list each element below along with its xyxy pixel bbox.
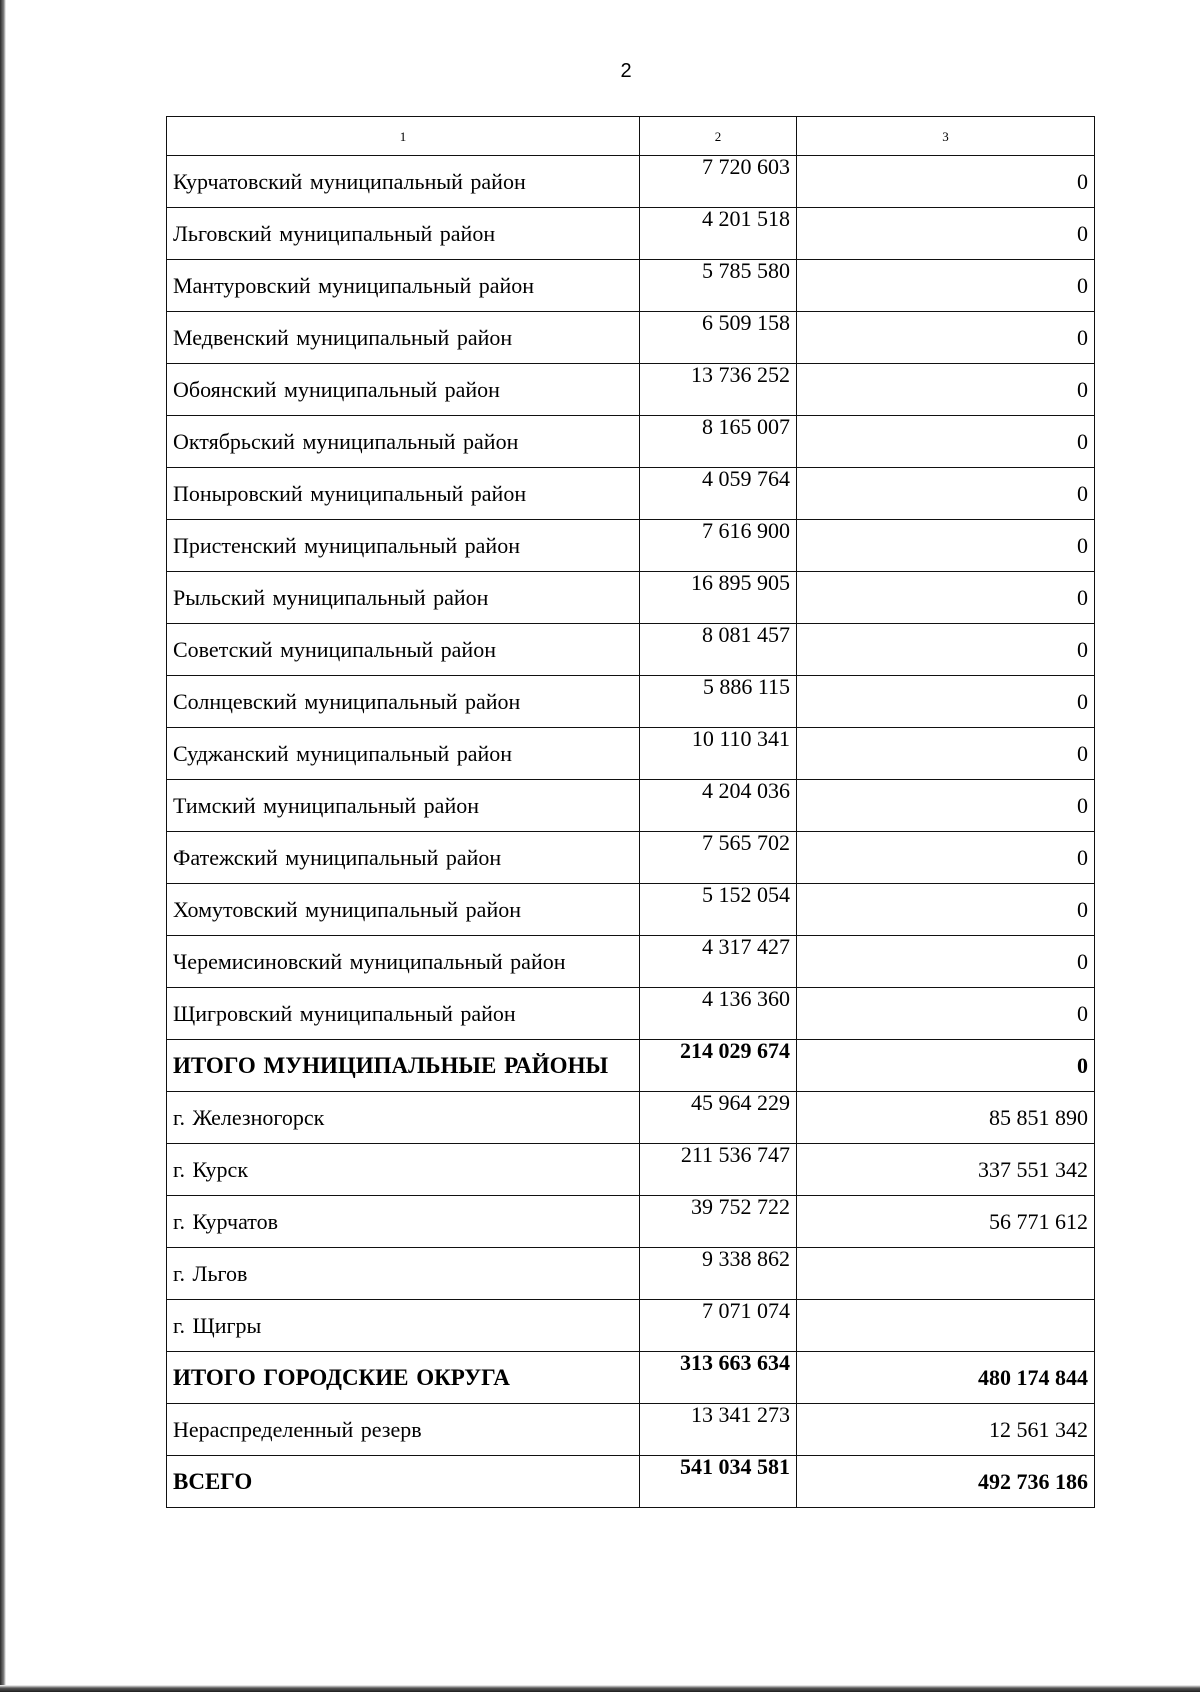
row-value-col2: 4 317 427 xyxy=(640,936,797,988)
row-name: г. Льгов xyxy=(167,1248,640,1300)
row-name: Щигровский муниципальный район xyxy=(167,988,640,1040)
row-value-col3: 0 xyxy=(797,936,1095,988)
row-value-col2: 5 785 580 xyxy=(640,260,797,312)
row-name: Пристенский муниципальный район xyxy=(167,520,640,572)
table-row xyxy=(167,364,1095,416)
table-row xyxy=(167,156,1095,208)
row-value-col2: 8 165 007 xyxy=(640,416,797,468)
table-row xyxy=(167,260,1095,312)
row-value-col2: 13 341 273 xyxy=(640,1404,797,1456)
row-value-col3: 0 xyxy=(797,988,1095,1040)
row-value-col3: 0 xyxy=(797,780,1095,832)
row-name: Фатежский муниципальный район xyxy=(167,832,640,884)
row-value-col2: 7 616 900 xyxy=(640,520,797,572)
row-value-col3: 0 xyxy=(797,468,1095,520)
row-name: г. Щигры xyxy=(167,1300,640,1352)
table-row xyxy=(167,1404,1095,1456)
table-row xyxy=(167,676,1095,728)
row-value-col2: 39 752 722 xyxy=(640,1196,797,1248)
table-row xyxy=(167,832,1095,884)
row-value-col2: 541 034 581 xyxy=(640,1456,797,1508)
table-row xyxy=(167,624,1095,676)
row-value-col3: 0 xyxy=(797,624,1095,676)
row-value-col3: 480 174 844 xyxy=(797,1352,1095,1404)
table-row xyxy=(167,416,1095,468)
row-value-col2: 5 886 115 xyxy=(640,676,797,728)
row-name: Поныровский муниципальный район xyxy=(167,468,640,520)
row-value-col2: 7 565 702 xyxy=(640,832,797,884)
row-name: ВСЕГО xyxy=(167,1456,640,1508)
row-value-col3: 0 xyxy=(797,884,1095,936)
scan-edge-bottom xyxy=(0,1685,1200,1692)
row-value-col3: 0 xyxy=(797,1040,1095,1092)
row-value-col2: 6 509 158 xyxy=(640,312,797,364)
table-row xyxy=(167,780,1095,832)
row-value-col3: 492 736 186 xyxy=(797,1456,1095,1508)
row-value-col2: 4 201 518 xyxy=(640,208,797,260)
row-value-col2: 13 736 252 xyxy=(640,364,797,416)
row-value-col2: 8 081 457 xyxy=(640,624,797,676)
table-row xyxy=(167,468,1095,520)
row-value-col3: 0 xyxy=(797,312,1095,364)
column-header-3: 3 xyxy=(797,117,1095,156)
row-name: Солнцевский муниципальный район xyxy=(167,676,640,728)
row-name: ИТОГО МУНИЦИПАЛЬНЫЕ РАЙОНЫ xyxy=(167,1040,640,1092)
table-total-row xyxy=(167,1040,1095,1092)
row-name: Курчатовский муниципальный район xyxy=(167,156,640,208)
row-name: Медвенский муниципальный район xyxy=(167,312,640,364)
row-name: Советский муниципальный район xyxy=(167,624,640,676)
row-value-col2: 4 136 360 xyxy=(640,988,797,1040)
row-value-col3: 12 561 342 xyxy=(797,1404,1095,1456)
row-name: г. Курчатов xyxy=(167,1196,640,1248)
table-row xyxy=(167,988,1095,1040)
row-name: г. Курск xyxy=(167,1144,640,1196)
row-name: ИТОГО ГОРОДСКИЕ ОКРУГА xyxy=(167,1352,640,1404)
table-row xyxy=(167,728,1095,780)
row-value-col3: 0 xyxy=(797,364,1095,416)
column-header-row xyxy=(167,117,1095,156)
row-value-col2: 214 029 674 xyxy=(640,1040,797,1092)
row-value-col3: 56 771 612 xyxy=(797,1196,1095,1248)
table-row xyxy=(167,1248,1095,1300)
row-value-col2: 7 071 074 xyxy=(640,1300,797,1352)
row-name: Льговский муниципальный район xyxy=(167,208,640,260)
table-row xyxy=(167,572,1095,624)
table-row xyxy=(167,1144,1095,1196)
scan-edge-left xyxy=(0,0,6,1692)
table-row xyxy=(167,936,1095,988)
row-name: Нераспределенный резерв xyxy=(167,1404,640,1456)
row-value-col2: 5 152 054 xyxy=(640,884,797,936)
table-total-row xyxy=(167,1352,1095,1404)
row-value-col3 xyxy=(797,1248,1095,1300)
column-header-1: 1 xyxy=(167,117,640,156)
row-value-col3: 0 xyxy=(797,156,1095,208)
row-value-col2: 16 895 905 xyxy=(640,572,797,624)
table-row xyxy=(167,884,1095,936)
row-value-col2: 313 663 634 xyxy=(640,1352,797,1404)
row-value-col3 xyxy=(797,1300,1095,1352)
row-value-col2: 211 536 747 xyxy=(640,1144,797,1196)
row-value-col2: 9 338 862 xyxy=(640,1248,797,1300)
row-value-col2: 7 720 603 xyxy=(640,156,797,208)
page-number: 2 xyxy=(620,60,632,82)
table-row xyxy=(167,1196,1095,1248)
row-value-col3: 0 xyxy=(797,832,1095,884)
table-row xyxy=(167,1300,1095,1352)
row-value-col3: 85 851 890 xyxy=(797,1092,1095,1144)
row-name: г. Железногорск xyxy=(167,1092,640,1144)
row-name: Хомутовский муниципальный район xyxy=(167,884,640,936)
column-header-2: 2 xyxy=(640,117,797,156)
row-name: Рыльский муниципальный район xyxy=(167,572,640,624)
row-name: Октябрьский муниципальный район xyxy=(167,416,640,468)
row-value-col2: 4 204 036 xyxy=(640,780,797,832)
budget-table xyxy=(166,116,1095,1508)
row-name: Тимский муниципальный район xyxy=(167,780,640,832)
row-value-col2: 10 110 341 xyxy=(640,728,797,780)
row-name: Черемисиновский муниципальный район xyxy=(167,936,640,988)
row-value-col2: 4 059 764 xyxy=(640,468,797,520)
row-value-col3: 0 xyxy=(797,208,1095,260)
table-row xyxy=(167,312,1095,364)
table-total-row xyxy=(167,1456,1095,1508)
row-value-col3: 0 xyxy=(797,728,1095,780)
table-row xyxy=(167,208,1095,260)
row-value-col3: 0 xyxy=(797,416,1095,468)
row-name: Мантуровский муниципальный район xyxy=(167,260,640,312)
row-value-col3: 0 xyxy=(797,520,1095,572)
row-value-col3: 0 xyxy=(797,676,1095,728)
row-name: Суджанский муниципальный район xyxy=(167,728,640,780)
table-row xyxy=(167,1092,1095,1144)
row-value-col3: 0 xyxy=(797,572,1095,624)
row-value-col2: 45 964 229 xyxy=(640,1092,797,1144)
row-value-col3: 0 xyxy=(797,260,1095,312)
table-body xyxy=(167,117,1095,1508)
row-name: Обоянский муниципальный район xyxy=(167,364,640,416)
row-value-col3: 337 551 342 xyxy=(797,1144,1095,1196)
table-row xyxy=(167,520,1095,572)
